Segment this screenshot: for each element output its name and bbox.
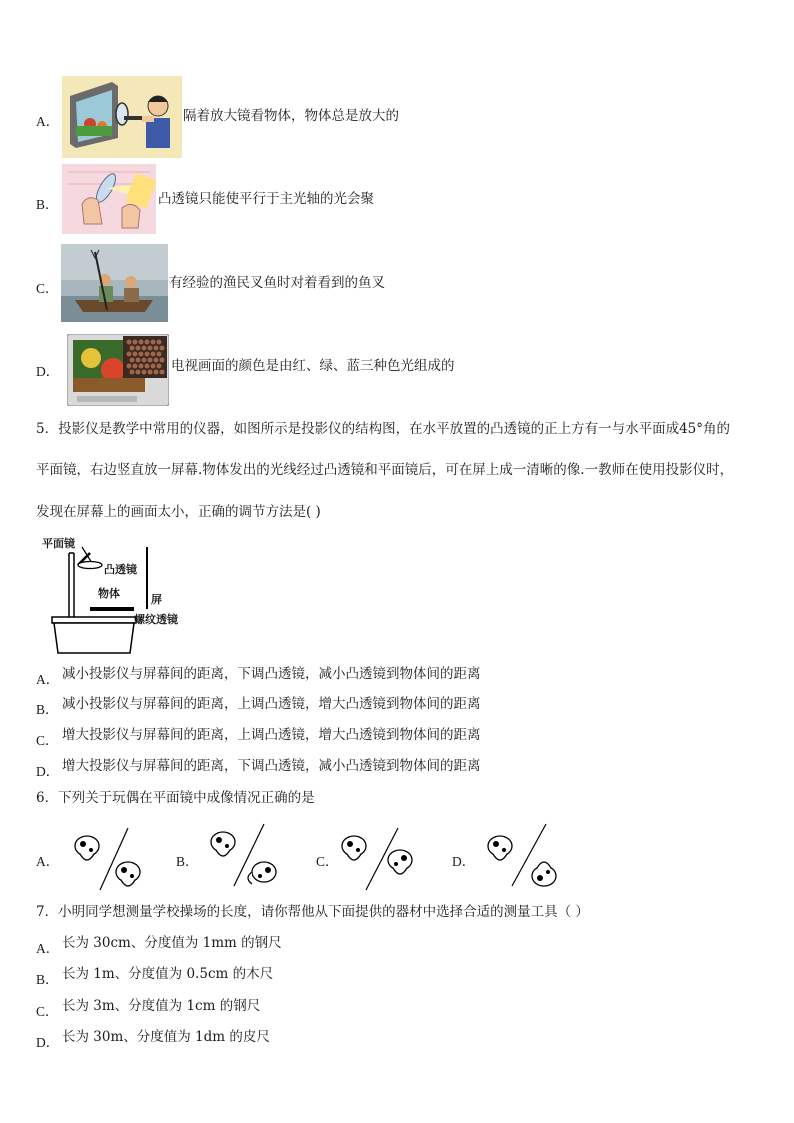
q5-option-d-text: 增大投影仪与屏幕间的距离，下调凸透镜，减小凸透镜到物体间的距离 xyxy=(62,758,481,774)
q7-option-d-letter: D． xyxy=(36,1035,60,1050)
label-convex-lens: 凸透镜 xyxy=(104,563,137,576)
q4-option-d-text: 电视画面的颜色是由红、绿、蓝三种色光组成的 xyxy=(171,358,455,374)
tv-screen-photo xyxy=(67,334,169,406)
q5-stem-line3: 发现在屏幕上的画面太小，正确的调节方法是( ) xyxy=(36,504,321,520)
q5-option-b-text: 减小投影仪与屏幕间的距离，上调凸透镜，增大凸透镜到物体间的距离 xyxy=(62,696,481,712)
q5-option-c-text: 增大投影仪与屏幕间的距离，上调凸透镜，增大凸透镜到物体间的距离 xyxy=(62,727,481,743)
q5-option-a-text: 减小投影仪与屏幕间的距离，下调凸透镜，减小凸透镜到物体间的距离 xyxy=(62,666,481,682)
q7-option-c-text: 长为 3m、分度值为 1cm 的钢尺 xyxy=(62,998,261,1014)
q6-option-a-letter: A． xyxy=(36,854,60,869)
q4-option-b-text: 凸透镜只能使平行于主光轴的光会聚 xyxy=(158,191,374,207)
q5-stem-line2: 平面镜，右边竖直放一屏幕.物体发出的光线经过凸透镜和平面镜后，可在屏上成一清晰的像.一教师在使用投影仪时， xyxy=(36,462,734,478)
q7-option-a-text: 长为 30cm、分度值为 1mm 的钢尺 xyxy=(62,935,282,951)
q7-option-d-text: 长为 30m、分度值为 1dm 的皮尺 xyxy=(62,1029,270,1045)
q5-option-d-letter: D． xyxy=(36,764,60,779)
q7-option-c-letter: C． xyxy=(36,1004,59,1019)
q5-option-b-letter: B． xyxy=(36,702,59,717)
q5-stem-line1: 5．投影仪是教学中常用的仪器，如图所示是投影仪的结构图，在水平放置的凸透镜的正上方有一与水平面成45°角的 xyxy=(36,421,731,437)
q6-option-c-letter: C． xyxy=(316,854,339,869)
q7-option-b-text: 长为 1m、分度值为 0.5cm 的木尺 xyxy=(62,966,274,982)
label-screen: 屏 xyxy=(151,593,162,606)
q4-option-c-letter: C． xyxy=(36,281,59,296)
magnifier-photo xyxy=(62,76,182,158)
q4-option-a-text: 隔着放大镜看物体，物体总是放大的 xyxy=(183,108,399,124)
label-object: 物体 xyxy=(98,587,120,600)
q4-option-b-letter: B． xyxy=(36,197,59,212)
q6-option-b-figure xyxy=(206,822,286,890)
q6-option-c-figure xyxy=(340,826,420,894)
convex-lens-focus-photo xyxy=(62,164,156,234)
label-fresnel-lens: 螺纹透镜 xyxy=(134,613,178,626)
q7-option-a-letter: A． xyxy=(36,941,60,956)
q4-option-c-text: 有经验的渔民叉鱼时对着看到的鱼叉 xyxy=(169,275,385,291)
label-flat-mirror: 平面镜 xyxy=(42,537,75,550)
q6-option-b-letter: B． xyxy=(176,854,199,869)
q6-option-d-letter: D． xyxy=(452,854,476,869)
q6-stem: 6．下列关于玩偶在平面镜中成像情况正确的是 xyxy=(36,790,315,806)
q7-stem: 7．小明同学想测量学校操场的长度，请你帮他从下面提供的器材中选择合适的测量工具（ ） xyxy=(36,904,589,920)
q7-option-b-letter: B． xyxy=(36,972,59,987)
q4-option-d-letter: D． xyxy=(36,364,60,379)
projector-diagram xyxy=(38,535,188,658)
q6-option-d-figure xyxy=(484,822,564,890)
q4-option-a-letter: A． xyxy=(36,114,60,129)
q5-option-a-letter: A． xyxy=(36,672,60,687)
q6-option-a-figure xyxy=(70,826,150,894)
fishing-spear-photo xyxy=(61,244,168,322)
q5-option-c-letter: C． xyxy=(36,733,59,748)
